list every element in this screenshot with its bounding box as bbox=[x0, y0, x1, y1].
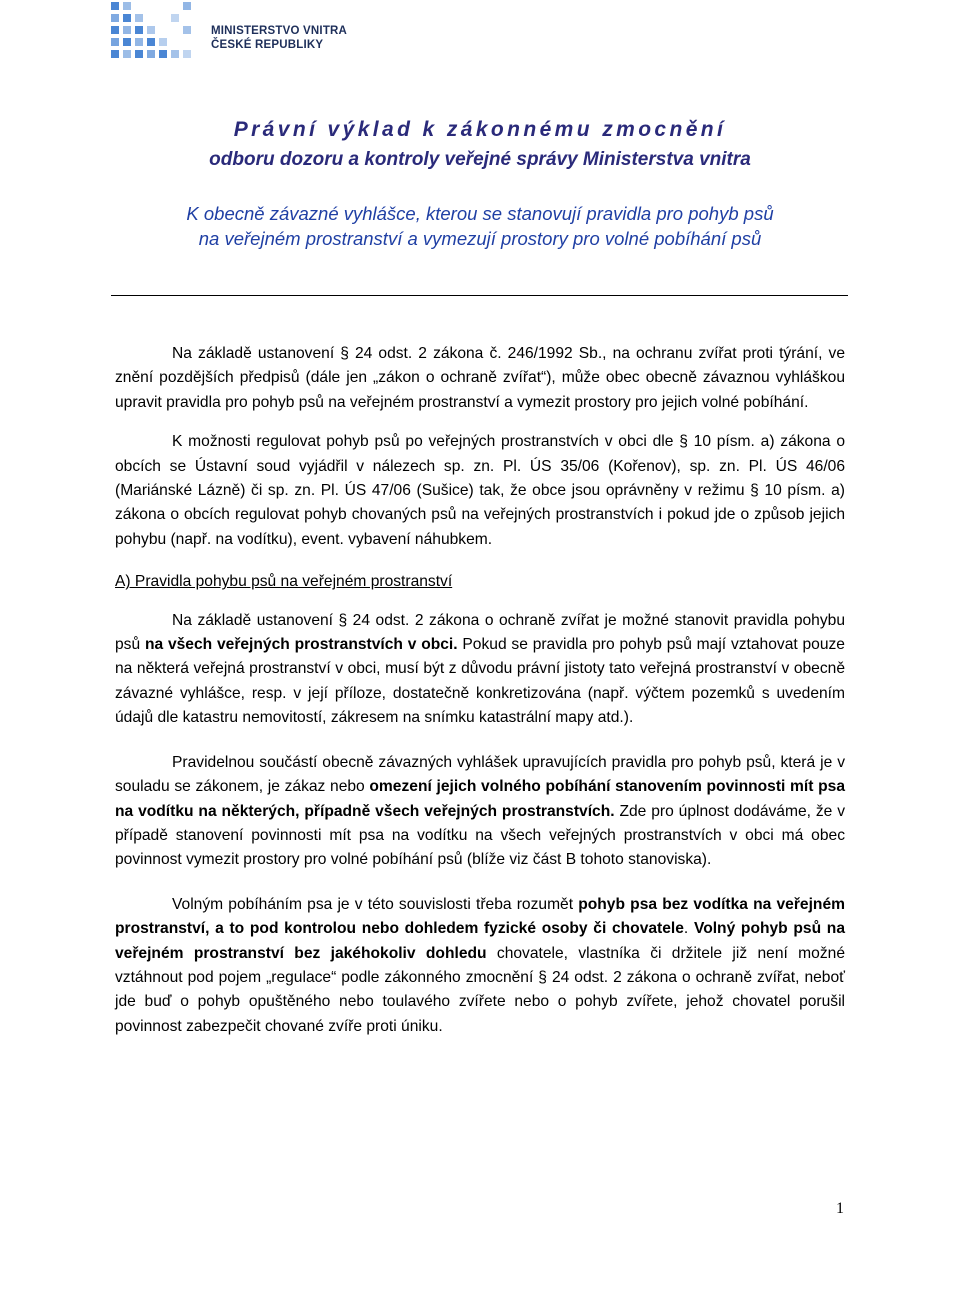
document-title: Právní výklad k zákonnému zmocnění bbox=[233, 118, 727, 141]
section-a-heading: A) Pravidla pohybu psů na veřejném prostranství bbox=[115, 573, 453, 591]
paragraph-constitutional-court: K možnosti regulovat pohyb psů po veřejných prostranstvích v obci dle § 10 písm. a) zákona o obcích se Ústavní soud vyjádřil v nálezech sp. zn. Pl. ÚS 35/06 (Kořenov), sp. zn. Pl. ÚS 46/06 (Mariánské Lázně) či sp. zn. Pl. ÚS 47/06 (Sušice) tak, že obce jsou oprávněny v režimu § 10 písm. a) zákona o obcích regulovat pohyb chovaných psů na veřejných prostranstvích i pokud jde o způsob jejich pohybu (např. na vodítku), event. vybavení náhubkem. bbox=[115, 433, 845, 548]
document-department: odboru dozoru a kontroly veřejné správy Ministerstva vnitra bbox=[209, 149, 751, 170]
p3-text-1: Na základě ustanovení § 24 odst. 2 zákona o ochraně zvířat je možné stanovit pravidla pohybu psů bbox=[115, 611, 845, 654]
p4-bold-1: omezení jejich volného pobíhání stanovením povinnosti mít psa na vodítku na některých, případně všech veřejných prostranstvích. bbox=[115, 778, 845, 820]
p5-text-2: . bbox=[683, 920, 694, 938]
paragraph-rules-scope bbox=[115, 609, 845, 731]
p4-text-1: Pravidelnou součástí obecně závazných vyhlášek upravujících pravidla pro pohyb psů, která je v souladu se zákonem, je zákaz nebo bbox=[115, 753, 845, 796]
logo-text bbox=[211, 24, 347, 52]
header-divider bbox=[111, 295, 848, 296]
p5-text-1: Volným pobíháním psa je v této souvislosti třeba rozumět bbox=[172, 895, 579, 913]
logo-line2: ČESKÉ REPUBLIKY bbox=[211, 39, 324, 51]
subtitle-line2: na veřejném prostranství a vymezují prostory pro volné pobíhání psů bbox=[198, 228, 762, 249]
ministry-logo bbox=[111, 0, 351, 60]
p5-bold-1: pohyb psa bez vodítka na veřejném prostranství, a to pod kontrolou nebo dohledem fyzické osoby či chovatele bbox=[115, 895, 845, 938]
paragraph-legal-basis: Na základě ustanovení § 24 odst. 2 zákona č. 246/1992 Sb., na ochranu zvířat proti týrání, ve znění pozdějších předpisů (dále jen „zákon o ochraně zvířat“), může obec obecně závaznou vyhláškou upravit pravidla pro pohyb psů na veřejném prostranství a vymezit prostory pro jejich volné pobíhání. bbox=[115, 345, 845, 411]
page-number: 1 bbox=[836, 1200, 844, 1217]
p4-text-2: Zde pro úplnost dodáváme, že v případě stanovení povinnosti mít psa na vodítku na všech veřejných prostranstvích v obci má obec povinnost vymezit prostory pro volné pobíhání psů (blíže viz část B tohoto stanoviska). bbox=[115, 802, 846, 869]
logo-grid-icon bbox=[111, 2, 201, 58]
paragraph-free-roaming-definition bbox=[115, 893, 845, 1039]
document-subtitle bbox=[0, 201, 960, 251]
subtitle-line1: K obecně závazné vyhlášce, kterou se stanovují pravidla pro pohyb psů bbox=[186, 203, 774, 224]
p5-text-3: chovatele, vlastníka či držitele již není možné vztáhnout pod pojem „regulace“ podle zákonného zmocnění § 24 odst. 2 zákona o ochraně zvířat, neboť jde buď o pohyb opuštěného nebo toulavého zvířete nebo o pohyb zvířete, jehož chovatel porušil povinnost zabezpečit chované zvíře proti úniku. bbox=[115, 944, 845, 1035]
logo-line1: MINISTERSTVO VNITRA bbox=[211, 25, 348, 37]
document-body bbox=[115, 342, 845, 1039]
paragraph-leash-requirement bbox=[115, 751, 845, 873]
p3-text-2: Pokud se pravidla pro pohyb psů mají vztahovat pouze na některá veřejná prostranství v obci, musí být z důvodu právní jistoty tato veřejná prostranství v obecně závazné vyhlášce, resp. v její příloze, dostatečně konkretizována (např. výčtem pozemků s uvedením údajů dle katastru nemovitostí, zákresem na snímku katastrální mapy atd.). bbox=[115, 636, 845, 727]
p3-bold-1: na všech veřejných prostranstvích v obci. bbox=[144, 636, 458, 654]
p5-bold-2: Volný pohyb psů na veřejném prostranství bez jakéhokoliv dohledu bbox=[115, 920, 845, 962]
